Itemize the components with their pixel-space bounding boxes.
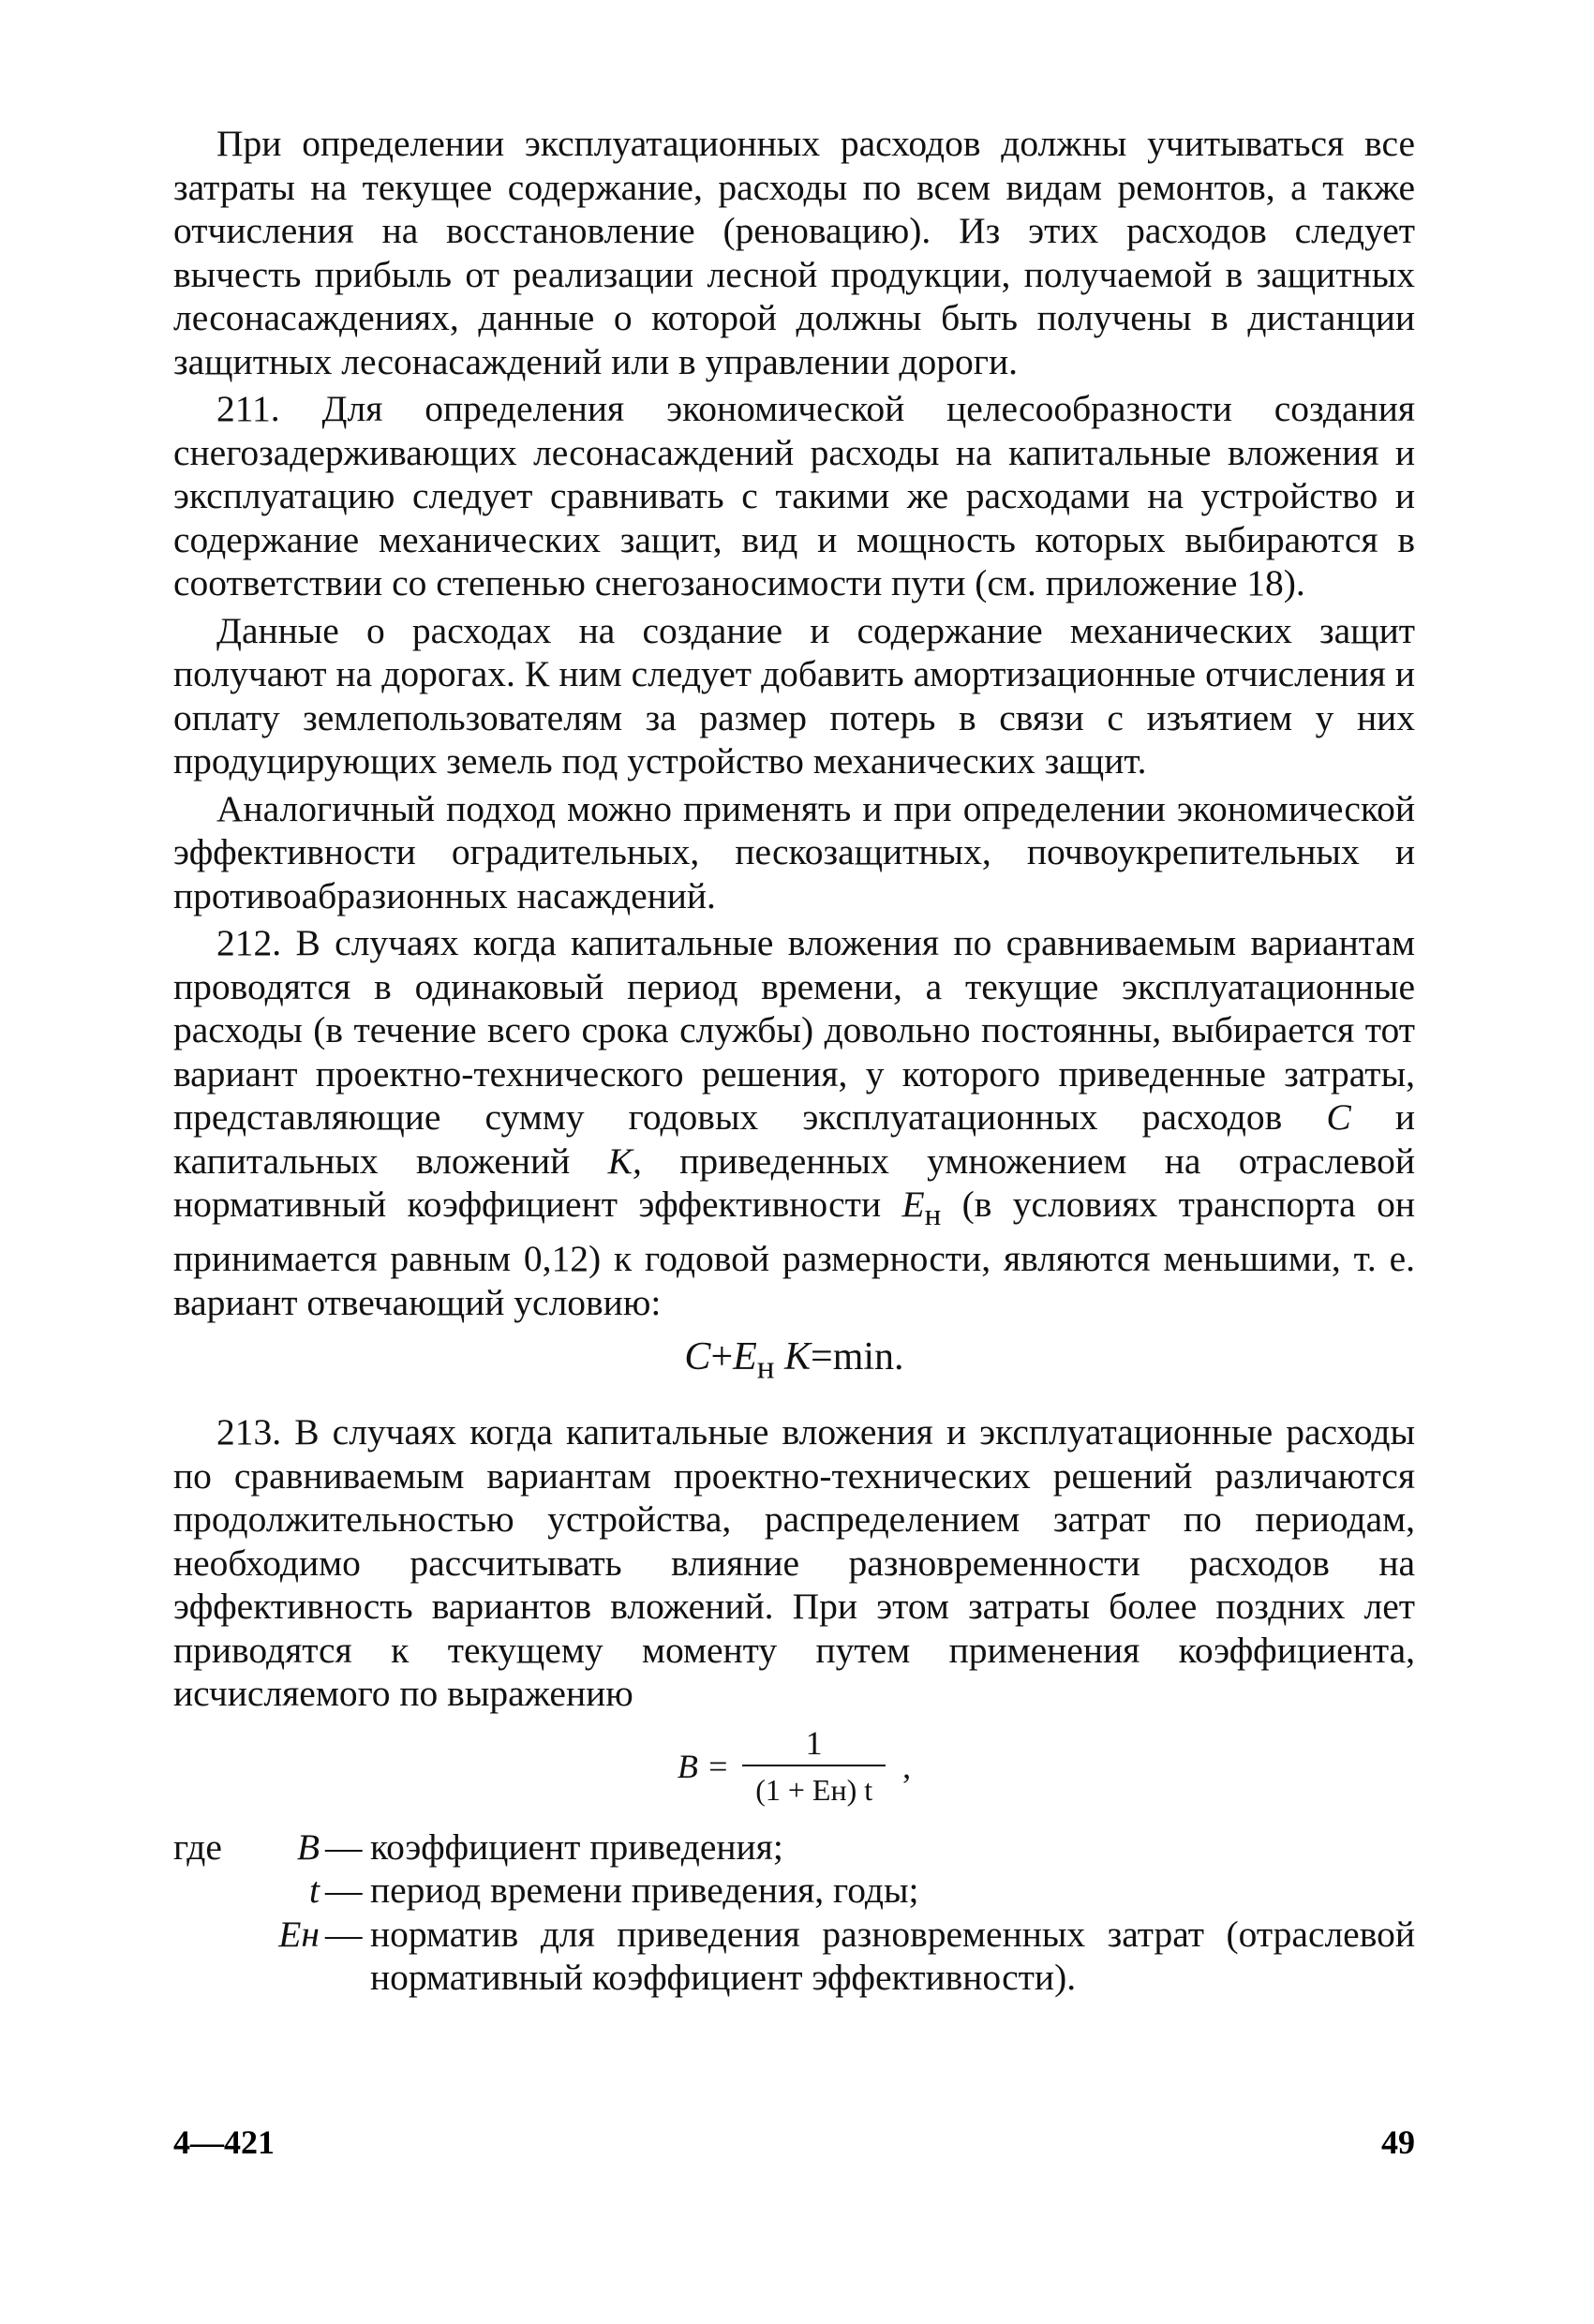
formula-C: C <box>684 1335 711 1379</box>
formula-min <box>173 1335 1415 1390</box>
definition-symbol: t <box>309 1870 320 1912</box>
definition-row <box>173 1825 1415 1870</box>
signature-mark: 4—421 <box>173 2123 275 2161</box>
paragraph-211: 211. Для определения экономической целесообразности создания снегозадерживающих лесонасаждений расходы на капитальные вложения и эксплуатацию следует сравнивать с такими же расходами на устройство и содержание механических защит, вид и мощность которых выбираются в соответствии со степенью снегозаносимости пути (см. приложение 18). <box>173 388 1415 603</box>
symbol-C: C <box>1326 1096 1351 1138</box>
p212-part-d: (в условиях транспорта он принимается равным 0,12) к годовой размерности, являются меньшими, т. е. вариант отвечающий условию: <box>173 1184 1415 1323</box>
definition-symbol: B <box>296 1825 320 1868</box>
definition-dash: — <box>325 1870 363 1912</box>
paragraph-expenses: При определении эксплуатационных расходов должны учитываться все затраты на текущее содержание, расходы по всем видам ремонтов, а также отчисления на восстановление (реновацию). Из этих расходов следует вычесть прибыль от реализации лесной продукции, получаемой в защитных лесонасаждениях, данные о которой должны быть получены в дистанции защитных лесонасаждений или в управлении дороги. <box>173 123 1415 382</box>
definition-row <box>173 1869 1415 1913</box>
formula-rest: =min. <box>811 1335 904 1379</box>
p212-part-c: приведенных умножением на отраслевой нормативный коэффициент эффективности <box>173 1140 1415 1225</box>
p212-part-a: 212. В случаях когда капитальные вложения по сравниваемым вариантам проводятся в одинаковый период времени, а текущие эксплуатационные расходы (в течение всего срока службы) довольно постоянны, выбирается тот вариант проектно-технического решения, у которого приведенные затраты, представляющие сумму годовых эксплуатационных расходов <box>173 922 1415 1138</box>
symbol-K: K, <box>607 1140 642 1182</box>
formula-E: E <box>733 1335 757 1379</box>
symbol-E: E <box>901 1184 925 1225</box>
page-text <box>173 122 1415 2000</box>
definition-text: норматив для приведения разновременных затрат (отраслевой нормативный коэффициент эффективности). <box>370 1913 1415 1999</box>
fraction <box>742 1721 886 1812</box>
formula-B <box>173 1721 1415 1812</box>
paragraph-analogous: Аналогичный подход можно применять и при определении экономической эффективности оградительных, пескозащитных, почвоукрепительных и противоабразионных насаждений. <box>173 787 1415 916</box>
page-number: 49 <box>1381 2123 1415 2161</box>
where-label: где <box>173 1825 222 1868</box>
page-footer <box>173 2123 1415 2162</box>
formula-comma: , <box>902 1748 912 1786</box>
paragraph-213: 213. В случаях когда капитальные вложения и эксплуатационные расходы по сравниваемым вариантам проектно-технических решений различаются продолжительностью устройства, распределением затрат по периодам, необходимо рассчитывать влияние разновременности расходов на эффективность вариантов вложений. При этом затраты более поздних лет приводятся к текущему моменту путем применения коэффициента, исчисляемого по выражению <box>173 1411 1415 1715</box>
formula-B-lhs: B = <box>677 1748 730 1786</box>
definition-text: коэффициент приведения; <box>370 1825 783 1868</box>
definition-row <box>173 1913 1415 2000</box>
paragraph-212 <box>173 921 1415 1324</box>
p212-part-b: и капитальных вложений <box>173 1096 1416 1182</box>
formula-plus: + <box>710 1335 734 1379</box>
symbol-E-sub: н <box>924 1198 942 1232</box>
definition-dash: — <box>325 1913 363 1955</box>
fraction-numerator: 1 <box>805 1723 823 1762</box>
definition-symbol: Eн <box>278 1913 320 1955</box>
definition-text: период времени приведения, годы; <box>370 1870 919 1912</box>
formula-E-sub: н <box>756 1348 775 1386</box>
definitions-list <box>173 1825 1415 2000</box>
formula-K: K <box>784 1335 812 1379</box>
paragraph-mechanical-data: Данные о расходах на создание и содержание механических защит получают на дорогах. К ним следует добавить амортизационные отчисления и оплату землепользователям за размер потерь в связи с изъятием у них продуцирующих земель под устройство механических защит. <box>173 609 1415 782</box>
definition-dash: — <box>325 1825 363 1868</box>
fraction-denominator: (1 + Eн) t <box>742 1765 886 1812</box>
